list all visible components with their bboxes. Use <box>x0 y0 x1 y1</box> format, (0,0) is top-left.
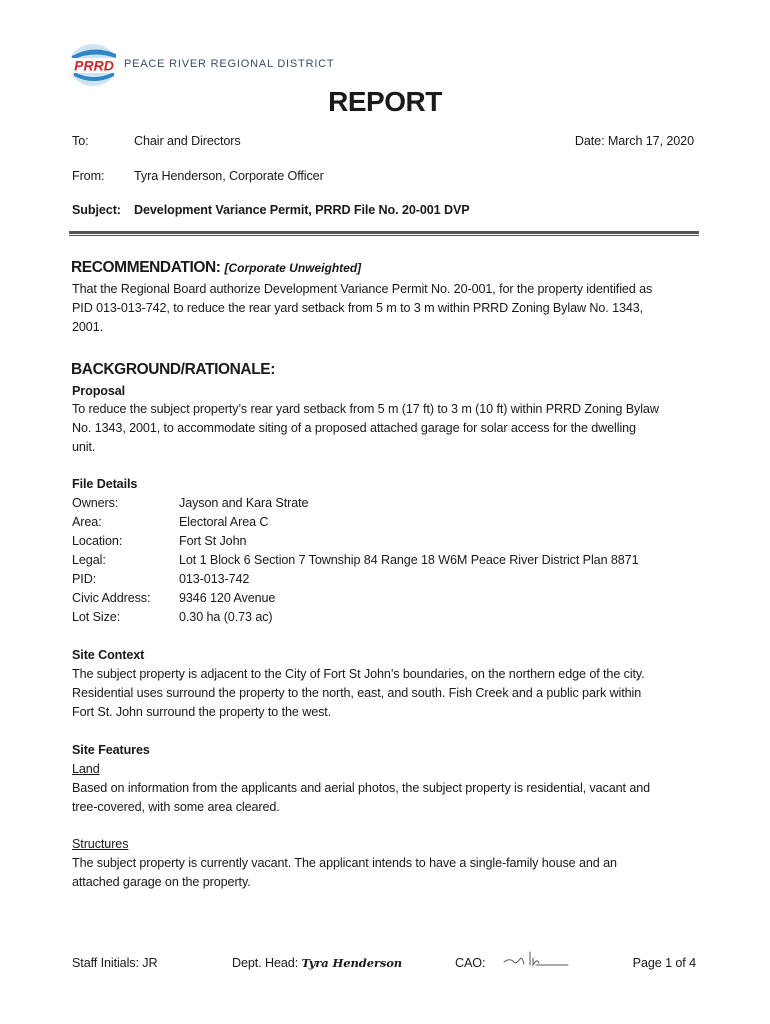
structures-heading: Structures <box>72 837 129 851</box>
file-detail-row <box>72 532 712 551</box>
recommendation-note: [Corporate Unweighted] <box>224 261 362 275</box>
subject-label: Subject: <box>72 203 121 217</box>
recommendation-heading <box>71 259 361 277</box>
proposal-line: To reduce the subject property’s rear yard setback from 5 m (17 ft) to 3 m (10 ft) within PRRD Zoning Bylaw <box>72 402 659 416</box>
from-label: From: <box>72 169 105 183</box>
file-detail-row <box>72 608 712 627</box>
file-detail-value: 0.30 ha (0.73 ac) <box>179 610 273 624</box>
file-detail-row <box>72 494 712 513</box>
site-context-line: Fort St. John surround the property to the west. <box>72 705 332 719</box>
file-detail-value: 9346 120 Avenue <box>179 591 276 605</box>
header-divider <box>69 231 699 236</box>
file-detail-value: Jayson and Kara Strate <box>179 496 309 510</box>
report-date: Date: March 17, 2020 <box>574 134 694 148</box>
site-context-heading: Site Context <box>72 648 145 662</box>
file-details-heading: File Details <box>72 477 138 491</box>
dept-head-signature: Tyra Henderson <box>301 956 403 970</box>
file-detail-label: Lot Size: <box>72 610 121 624</box>
page-number: Page 1 of 4 <box>632 956 696 970</box>
prrd-logo <box>66 42 124 88</box>
file-detail-label: Civic Address: <box>72 591 151 605</box>
prrd-logo-mark <box>66 42 124 88</box>
recommendation-line: PID 013-013-742, to reduce the rear yard setback from 5 m to 3 m within PRRD Zoning Bylaw No. 1343, <box>72 301 644 315</box>
file-detail-row <box>72 513 712 532</box>
staff-initials: Staff Initials: JR <box>72 956 158 970</box>
recommendation-line: That the Regional Board authorize Development Variance Permit No. 20-001, for the property identified as <box>72 282 653 296</box>
org-name: PEACE RIVER REGIONAL DISTRICT <box>124 58 335 70</box>
land-line: Based on information from the applicants and aerial photos, the subject property is residential, vacant and <box>72 781 651 795</box>
cao-signature-mark <box>500 946 570 972</box>
file-detail-label: Area: <box>72 515 102 529</box>
proposal-line: unit. <box>72 440 96 454</box>
subject-value: Development Variance Permit, PRRD File No. 20-001 DVP <box>134 203 470 217</box>
file-detail-value: Fort St John <box>179 534 247 548</box>
site-context-line: The subject property is adjacent to the City of Fort St John’s boundaries, on the northern edge of the city. <box>72 667 645 681</box>
file-detail-value: 013-013-742 <box>179 572 250 586</box>
land-line: tree-covered, with some area cleared. <box>72 800 280 814</box>
report-title: REPORT <box>328 86 442 117</box>
to-value: Chair and Directors <box>134 134 241 148</box>
proposal-line: No. 1343, 2001, to accommodate siting of a proposed attached garage for solar access for the dwelling <box>72 421 636 435</box>
file-detail-value: Electoral Area C <box>179 515 269 529</box>
file-detail-label: Owners: <box>72 496 119 510</box>
file-detail-label: Location: <box>72 534 123 548</box>
recommendation-title: RECOMMENDATION: <box>71 259 221 276</box>
structures-line: attached garage on the property. <box>72 875 251 889</box>
recommendation-line: 2001. <box>72 320 104 334</box>
file-detail-value: Lot 1 Block 6 Section 7 Township 84 Range 18 W6M Peace River District Plan 8871 <box>179 553 639 567</box>
file-detail-row <box>72 551 712 570</box>
file-detail-row <box>72 589 712 608</box>
to-label: To: <box>72 134 89 148</box>
proposal-heading: Proposal <box>72 384 126 398</box>
cao-label: CAO: <box>455 956 486 970</box>
site-context-line: Residential uses surround the property to the north, east, and south. Fish Creek and a public park within <box>72 686 642 700</box>
file-detail-label: Legal: <box>72 553 106 567</box>
structures-line: The subject property is currently vacant. The applicant intends to have a single-family house and an <box>72 856 617 870</box>
background-heading: BACKGROUND/RATIONALE: <box>71 361 275 378</box>
cao-signature <box>500 946 570 972</box>
land-heading: Land <box>72 762 100 776</box>
from-value: Tyra Henderson, Corporate Officer <box>134 169 324 183</box>
logo-text: PRRD <box>74 57 114 74</box>
file-detail-label: PID: <box>72 572 97 586</box>
dept-head <box>232 954 402 973</box>
site-features-heading: Site Features <box>72 743 150 757</box>
file-detail-row <box>72 570 712 589</box>
dept-head-label: Dept. Head: <box>232 956 299 970</box>
